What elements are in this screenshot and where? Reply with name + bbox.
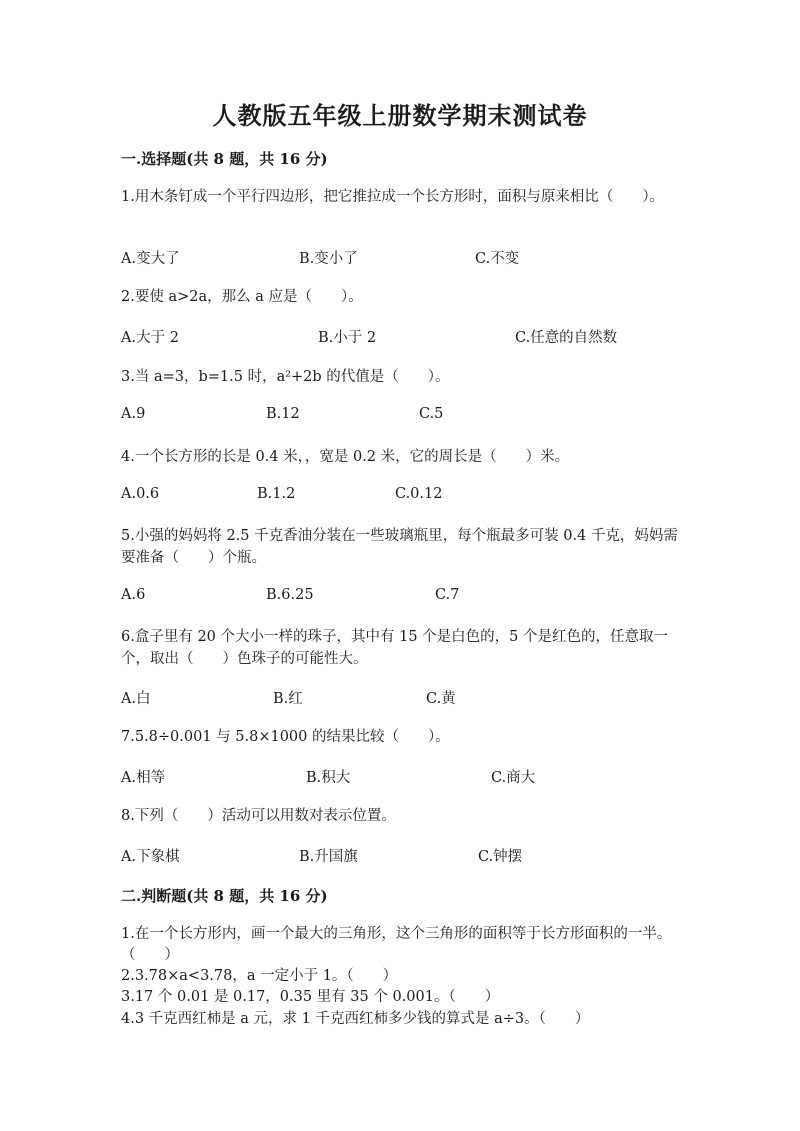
option-c: C.0.12 (395, 486, 443, 502)
option-c: C.黄 (426, 691, 456, 707)
options-q3 (121, 406, 721, 428)
options-q4 (121, 486, 721, 508)
option-a: A.9 (121, 406, 146, 422)
judge-question-3: 3.17 个 0.01 是 0.17，0.35 里有 35 个 0.001。（ ） (121, 989, 500, 1005)
options-q7 (121, 766, 721, 788)
option-b: B.红 (273, 691, 303, 707)
question-8: 8.下列（ ）活动可以用数对表示位置。 (121, 808, 396, 824)
option-b: B.升国旗 (299, 849, 358, 865)
question-5: 5.小强的妈妈将 2.5 千克香油分装在一些玻璃瓶里，每个瓶最多可装 0.4 千克，妈妈需要准备（ ）个瓶。 (121, 528, 678, 566)
question-6: 6.盒子里有 20 个大小一样的珠子，其中有 15 个是白色的，5 个是红色的，任意取一个，取出（ ）色珠子的可能性大。 (121, 629, 669, 667)
section-heading-choice: 一.选择题(共 8 题，共 16 分) (121, 150, 328, 168)
option-b: B.积大 (306, 770, 351, 786)
judge-question-2: 2.3.78×a<3.78，a 一定小于 1。（ ） (121, 968, 398, 984)
option-b: B.6.25 (266, 587, 314, 603)
section-heading-judge: 二.判断题(共 8 题，共 16 分) (121, 887, 328, 905)
judge-question-1: 1.在一个长方形内，画一个最大的三角形，这个三角形的面积等于长方形面积的一半。（ ） (121, 926, 672, 963)
question-1: 1.用木条钉成一个平行四边形，把它推拉成一个长方形时，面积与原来相比（ ）。 (121, 189, 665, 205)
option-c: C.7 (435, 587, 460, 603)
options-q8 (121, 845, 721, 867)
option-b: B.小于 2 (318, 330, 377, 346)
option-c: C.商大 (491, 770, 536, 786)
question-4: 4.一个长方形的长是 0.4 米，，宽是 0.2 米，它的周长是（ ）米。 (121, 449, 570, 465)
question-3: 3.当 a=3，b=1.5 时，a²+2b 的代值是（ ）。 (121, 369, 450, 385)
options-q1 (121, 247, 721, 269)
option-c: C.不变 (475, 251, 520, 267)
option-a: A.变大了 (121, 251, 180, 267)
option-a: A.0.6 (121, 486, 160, 502)
option-a: A.6 (121, 587, 146, 603)
option-c: C.钟摆 (478, 849, 523, 865)
options-q2 (121, 326, 721, 348)
options-q5 (121, 587, 721, 609)
option-b: B.1.2 (257, 486, 296, 502)
option-a: A.白 (121, 691, 151, 707)
option-c: C.任意的自然数 (515, 330, 618, 346)
option-b: B.12 (266, 406, 300, 422)
option-a: A.下象棋 (121, 849, 180, 865)
options-q6 (121, 687, 721, 709)
question-7: 7.5.8÷0.001 与 5.8×1000 的结果比较（ ）。 (121, 729, 450, 745)
option-a: A.相等 (121, 770, 166, 786)
question-2: 2.要使 a>2a，那么 a 应是（ ）。 (121, 289, 363, 305)
page-title: 人教版五年级上册数学期末测试卷 (212, 101, 588, 130)
judge-question-4: 4.3 千克西红柿是 a 元，求 1 千克西红柿多少钱的算式是 a÷3。（ ） (121, 1011, 590, 1027)
option-c: C.5 (419, 406, 444, 422)
option-a: A.大于 2 (121, 330, 179, 346)
option-b: B.变小了 (299, 251, 358, 267)
